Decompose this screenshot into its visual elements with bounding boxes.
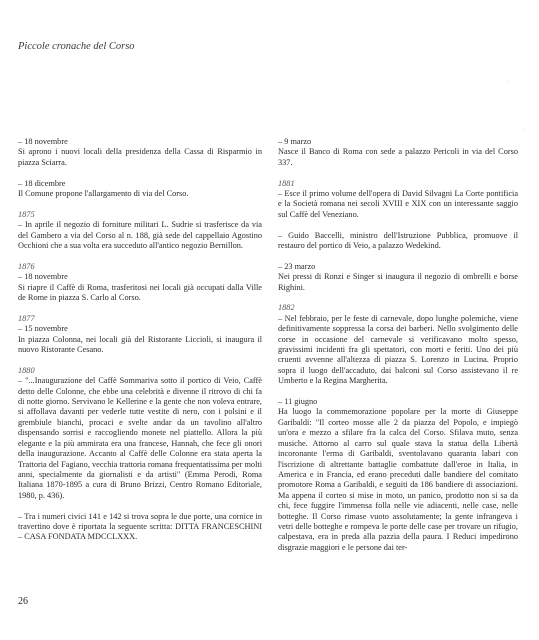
chronicle-entry: [278, 137, 518, 168]
chronicle-entry: [18, 314, 262, 356]
entry-text: – 11 giugno: [278, 397, 318, 407]
chronicle-entry: [18, 137, 262, 168]
chronicle-entry: [278, 303, 518, 386]
chronicle-entry: [278, 262, 518, 293]
page-number: 26: [18, 596, 28, 607]
chronicle-entry: [18, 179, 262, 200]
right-column: [278, 137, 518, 564]
year-heading: 1875: [18, 209, 35, 219]
entry-text: Si riapre il Caffè di Roma, trasferitosi nei locali già occupati dalla Ville de Rome in piazza S. Carlo al Corso.: [18, 282, 262, 303]
entry-text: – 18 novembre: [18, 272, 68, 282]
year-heading: 1880: [18, 365, 35, 375]
year-heading: 1877: [18, 313, 35, 323]
entry-text: – Nel febbraio, per le feste di carnevale, dopo lunghe polemiche, viene definitivamente soppressa la corsa dei barberi. Nello svolgimento delle corse in occasione del carnevale si verificavano molto spesso, gravissimi incidenti fra gli spettatori, con morti e feriti. Uno dei più cruenti avvenne all'altezza di piazza S. Lorenzo in Lucina. Proprio sopra il luogo dell'accaduto, dai balconi sul Corso assistevano il re Umberto e la Regina Margherita.: [278, 313, 518, 386]
chronicle-entry: [18, 512, 262, 543]
entry-text: – Tra i numeri civici 141 e 142 si trova sopra le due porte, una cornice in travertino dove è riportata la seguente scritta: DITTA FRANCESCHINI – CASA FONDATA MDCCLXXX.: [18, 511, 262, 542]
entry-text: Si aprono i nuovi locali della presidenza della Cassa di Risparmio in piazza Sciarra.: [18, 147, 262, 167]
scan-mark: ·: [506, 78, 509, 86]
year-heading: 1882: [278, 303, 295, 313]
entry-text: Il Comune propone l'allargamento di via del Corso.: [18, 189, 189, 199]
chronicle-entry: [18, 210, 262, 252]
entry-text: – "...Inaugurazione del Caffè Sommariva sotto il portico di Veio, Caffè detto delle Colonne, che ebbe una celebrità e divenne il ritrovo di chi fa di notte giorno. Servivano le Kellerine e la gente che non voleva entrare, si affollava davanti per vederle tutte vestite di nero, con i polsini e il grembiule bianchi, procaci e svelte andar da un tavolino all'altro dispensando sorrisi e raccogliendo monete nel piattello. Allora la più elegante e la più ammirata era una francese, Hannah, che fece gli onori della inaugurazione. Accanto al Caffè delle Colonne era stata aperta la Trattoria del Fagiano, vecchia trattoria romana frequentatissima per molti anni, specialmente da giornalisti e da artisti" (Emma Perodi, Roma Italiana 1870-1895 a cura di Bruno Brizzi, Centro Romano Editoriale, 1980, p. 436).: [18, 376, 262, 500]
entry-text: Nei pressi di Ronzi e Singer si inaugura il negozio di ombrelli e borse Righini.: [278, 272, 518, 292]
year-heading: 1881: [278, 178, 295, 188]
entry-text: – Guido Baccelli, ministro dell'Istruzione Pubblica, promuove il restauro del portico di Veio, a palazzo Wedekind.: [278, 230, 518, 251]
chronicle-entry: [278, 231, 518, 252]
left-column: [18, 137, 262, 553]
entry-text: – 15 novembre: [18, 324, 68, 334]
chronicle-entry: [18, 366, 262, 501]
running-head: Piccole cronache del Corso: [18, 41, 135, 52]
chronicle-entry: [278, 397, 518, 553]
entry-text: – 18 novembre: [18, 137, 68, 146]
chronicle-entry: [18, 262, 262, 304]
chronicle-entry: [278, 179, 518, 221]
entry-text: – 9 marzo: [278, 137, 312, 146]
entry-text: In piazza Colonna, nei locali già del Ristorante Liccioli, si inaugura il nuovo Ristorante Cesano.: [18, 334, 262, 355]
entry-text: – 18 dicembre: [18, 178, 66, 188]
year-heading: 1876: [18, 261, 35, 271]
scan-mark: ·: [522, 126, 525, 134]
entry-text: – Esce il primo volume dell'opera di David Silvagni La Corte pontificia e la Società romana nei secoli XVIII e XIX con un interessante saggio sul Caffè del Veneziano.: [278, 189, 518, 219]
entry-text: – 23 marzo: [278, 261, 316, 271]
entry-text: – In aprile il negozio di forniture militari L. Sudrie si trasferisce da via del Gambero a via del Corso al n. 188, già sede del cappellaio Agostino Occhioni che a sua volta era succeduto all'antico negozio Bernillon.: [18, 220, 262, 251]
entry-text: Ha luogo la commemorazione popolare per la morte di Giuseppe Garibaldi: "Il corteo mosse alle 2 da piazza del Popolo, e impiegò un'ora e mezzo a sfilare fra la calca del Corso. Sfilava muto, senza musiche. Attorno al carro sul quale stava la statua della Libertà incoronante l'erma di Garibaldi, sventolavano quaranta labari con l'iscrizione di altrettante battaglie combattute dall'eroe in Italia, in America e in Francia, ed erano preceduti dalle bandiere del comitato promotore Roma a Garibaldi, e seguiti da 186 bandiere di associazioni. Ma appena il corteo si mise in moto, un panico, prodotto non si sa da chi, fece fuggire l'immensa folla nelle vie adiacenti, nelle case, nelle botteghe. Il Corso rimase vuoto assolutamente; la gente infrangeva i vetri delle botteghe e rompeva le porte delle case per trovare un rifugio, calpestava, era in preda alla pazzia della paura. I Reduci impedirono disgrazie maggiori e le persone dai ter-: [278, 407, 518, 552]
entry-text: Nasce il Banco di Roma con sede a palazzo Pericoli in via del Corso 337.: [278, 147, 518, 167]
